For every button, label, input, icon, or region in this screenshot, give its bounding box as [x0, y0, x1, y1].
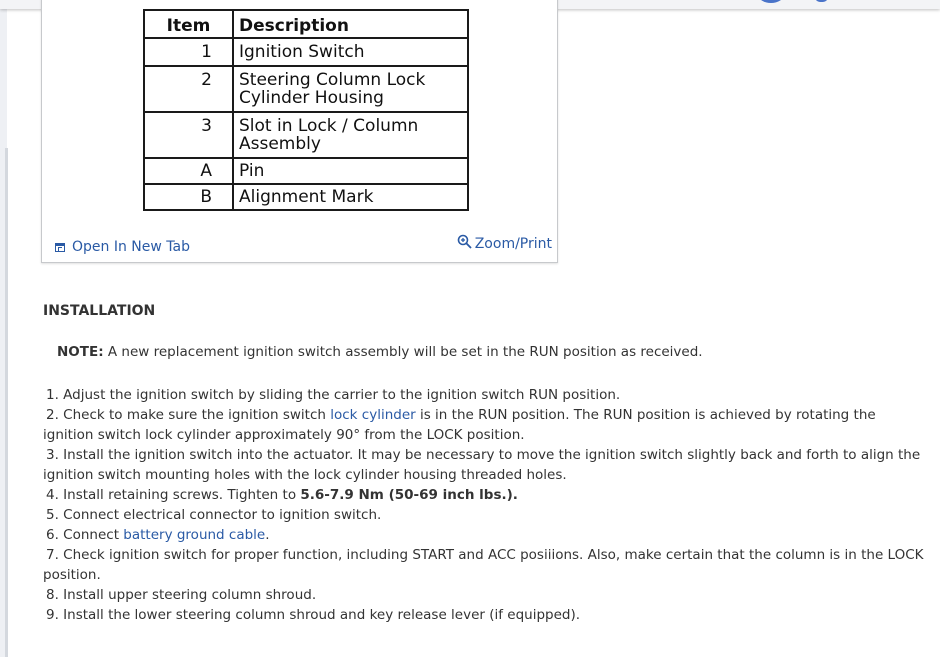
- step-link[interactable]: battery ground cable: [123, 527, 266, 543]
- figure-image: [45, 0, 554, 227]
- open-in-new-tab-label: Open In New Tab: [72, 239, 190, 255]
- step-number: 8.: [46, 587, 64, 603]
- step-number: 7.: [46, 547, 64, 563]
- figure-footer: [42, 234, 557, 258]
- installation-step: [43, 585, 928, 605]
- legend-item-description: Steering Column Lock Cylinder Housing: [233, 66, 468, 112]
- toolbar-chevron-icon[interactable]: [815, 0, 828, 2]
- step-number: 5.: [46, 507, 64, 523]
- step-text: is in the RUN position. The RUN position is achieved by rotating the ignition switch lock cylinder approximately 90° from the LOCK position.: [43, 407, 876, 443]
- installation-step: [43, 445, 928, 485]
- legend-item-id: B: [144, 184, 233, 210]
- installation-step: [43, 405, 928, 445]
- figure-panel: [41, 0, 558, 263]
- note-paragraph: [57, 344, 703, 360]
- legend-header-row: [144, 10, 468, 38]
- zoom-print-link[interactable]: [457, 236, 552, 252]
- legend-item-id: 2: [144, 66, 233, 112]
- step-number: 1.: [46, 387, 64, 403]
- step-number: 4.: [46, 487, 64, 503]
- legend-item-description: Ignition Switch: [233, 38, 468, 66]
- installation-steps-list: [43, 385, 928, 625]
- step-text: Check ignition switch for proper function, including START and ACC posiiions. Also, make certain that the column is in the LOCK position.: [43, 547, 924, 583]
- step-number: 6.: [46, 527, 64, 543]
- legend-item-id: 3: [144, 112, 233, 158]
- step-text: Connect: [63, 527, 124, 543]
- step-text: Adjust the ignition switch by sliding the carrier to the ignition switch RUN position.: [63, 387, 621, 403]
- step-link[interactable]: lock cylinder: [330, 407, 416, 423]
- installation-step: [43, 485, 928, 505]
- magnifier-icon: [457, 234, 474, 251]
- section-title: INSTALLATION: [43, 303, 156, 319]
- step-spec-value: 5.6-7.9 Nm (50-69 inch lbs.).: [300, 487, 518, 503]
- legend-item-description: Pin: [233, 158, 468, 184]
- legend-item-description: Alignment Mark: [233, 184, 468, 210]
- left-scroll-strip: [5, 148, 8, 657]
- step-text: Install retaining screws. Tighten to: [63, 487, 301, 503]
- legend-header-description: Description: [233, 10, 468, 38]
- zoom-print-label: Zoom/Print: [474, 236, 552, 252]
- legend-item-id: A: [144, 158, 233, 184]
- step-number: 9.: [46, 607, 64, 623]
- step-text: Connect electrical connector to ignition switch.: [63, 507, 382, 523]
- legend-row: [144, 38, 468, 66]
- toolbar-avatar-icon[interactable]: [758, 0, 784, 3]
- legend-row: [144, 112, 468, 158]
- note-label: NOTE:: [57, 344, 104, 360]
- step-text: Install upper steering column shroud.: [63, 587, 317, 603]
- legend-item-id: 1: [144, 38, 233, 66]
- installation-step: [43, 605, 928, 625]
- step-number: 3.: [46, 447, 64, 463]
- installation-step: [43, 545, 928, 585]
- legend-table: [143, 9, 469, 211]
- open-in-new-tab-link[interactable]: [55, 239, 190, 255]
- step-text: Install the ignition switch into the actuator. It may be necessary to move the ignition switch slightly back and forth to align the ignition switch mounting holes with the lock cylinder housing threaded holes.: [43, 447, 921, 483]
- step-text: Install the lower steering column shroud and key release lever (if equipped).: [63, 607, 581, 623]
- installation-step: [43, 505, 928, 525]
- step-text: .: [265, 527, 270, 543]
- new-tab-icon: [55, 243, 65, 252]
- legend-item-description: Slot in Lock / Column Assembly: [233, 112, 468, 158]
- legend-header-item: Item: [144, 10, 233, 38]
- installation-step: [43, 385, 928, 405]
- note-text: A new replacement ignition switch assembly will be set in the RUN position as received.: [103, 344, 703, 360]
- step-text: Check to make sure the ignition switch: [63, 407, 331, 423]
- installation-step: [43, 525, 928, 545]
- legend-row: [144, 66, 468, 112]
- legend-row: [144, 184, 468, 210]
- legend-row: [144, 158, 468, 184]
- step-number: 2.: [46, 407, 64, 423]
